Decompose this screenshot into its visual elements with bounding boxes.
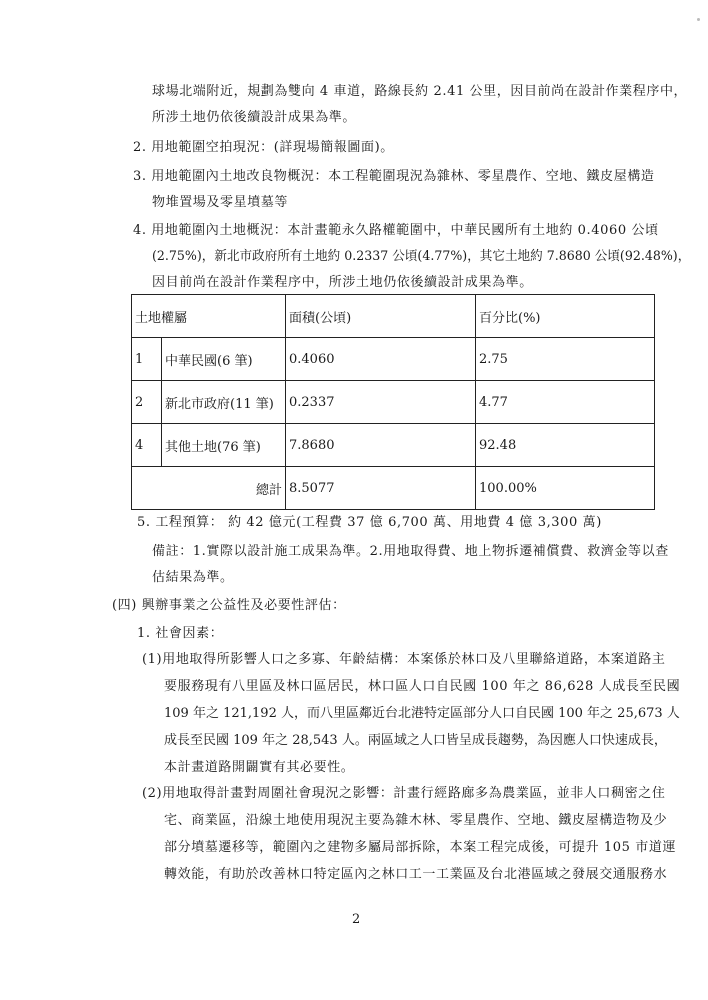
land-ownership-table [131,294,655,510]
para-1-line-3: 109 年之 121,192 人，而八里區鄰近台北港特定區部分人口自民國 100 年之 25,673 人 [164,706,680,721]
total-label: 總計 [132,467,286,510]
note-line-2: 估結果為準。 [152,570,234,585]
row-area: 0.4060 [286,338,476,381]
social-factor-heading: 1. 社會因素： [137,626,224,641]
item-4-line-3: 因目前尚在設計作業程序中，所涉土地仍依後續設計成果為準。 [152,275,533,290]
para-2-line-4: 轉效能，有助於改善林口特定區內之林口工一工業區及台北港區域之發展交通服務水 [164,867,668,882]
table-row [132,424,655,467]
scan-speck [697,18,700,21]
note-line-1: 備註：1.實際以設計施工成果為準。2.用地取得費、地上物拆遷補償費、救濟金等以查 [152,544,669,559]
section-4-heading: (四) 興辦事業之公益性及必要性評估： [112,598,346,613]
header-area: 面積(公頃) [286,295,476,338]
item-4-line-2: (2.75%)，新北市政府所有土地約 0.2337 公頃(4.77%)，其它土地約 7.8680 公頃(92.48%)， [152,249,691,264]
para-1-line-4: 成長至民國 109 年之 28,543 人。兩區域之人口皆呈成長趨勢，為因應人口快速成長， [164,733,667,748]
row-owner: 新北市政府(11 筆) [162,381,286,424]
table-header-row [132,295,655,338]
header-percent: 百分比(%) [476,295,655,338]
row-number: 1 [132,338,162,381]
para-2-line-2: 宅、商業區，沿線土地使用現況主要為雜木林、零星農作、空地、鐵皮屋構造物及少 [164,813,668,828]
row-area: 7.8680 [286,424,476,467]
intro-line-2: 所涉土地仍依後續設計成果為準。 [152,110,357,125]
item-5-budget: 5. 工程預算： 約 42 億元(工程費 37 億 6,700 萬、用地費 4 億 3,300 萬) [137,515,602,530]
para-1-line-1: (1)用地取得所影響人口之多寡、年齡結構：本案係於林口及八里聯絡道路，本案道路主 [142,652,666,667]
total-area: 8.5077 [286,467,476,510]
para-1-line-5: 本計畫道路開闢實有其必要性。 [164,760,355,775]
para-1-line-2: 要服務現有八里區及林口區居民，林口區人口自民國 100 年之 86,628 人成長至民國 [164,679,681,694]
row-owner: 中華民國(6 筆) [162,338,286,381]
row-percent: 4.77 [476,381,655,424]
item-3-line-1: 3. 用地範圍內土地改良物概況：本工程範圍現況為雜林、零星農作、空地、鐵皮屋構造 [133,169,655,184]
page-number: 2 [352,912,361,927]
row-area: 0.2337 [286,381,476,424]
table-total-row [132,467,655,510]
item-4-line-1: 4. 用地範圍內土地概況：本計畫範永久路權範圍中，中華民國所有土地約 0.4060 公頃 [133,223,659,238]
row-owner: 其他土地(76 筆) [162,424,286,467]
row-number: 4 [132,424,162,467]
header-ownership: 土地權屬 [132,295,286,338]
item-2-text: 2. 用地範圍空拍現況：(詳現場簡報圖面)。 [133,140,394,155]
row-number: 2 [132,381,162,424]
para-2-line-3: 部分墳墓遷移等，範圍內之建物多屬局部拆除，本案工程完成後，可提升 105 市道運 [164,840,677,855]
table-row [132,381,655,424]
row-percent: 2.75 [476,338,655,381]
intro-line-1: 球場北端附近，規劃為雙向 4 車道，路線長約 2.41 公里，因目前尚在設計作業程序中， [152,84,688,99]
table-row [132,338,655,381]
para-2-line-1: (2)用地取得計畫對周圍社會現況之影響：計畫行經路廊多為農業區，並非人口稠密之住 [142,786,666,801]
item-3-line-2: 物堆置場及零星墳墓等 [152,195,289,210]
total-percent: 100.00% [476,467,655,510]
row-percent: 92.48 [476,424,655,467]
